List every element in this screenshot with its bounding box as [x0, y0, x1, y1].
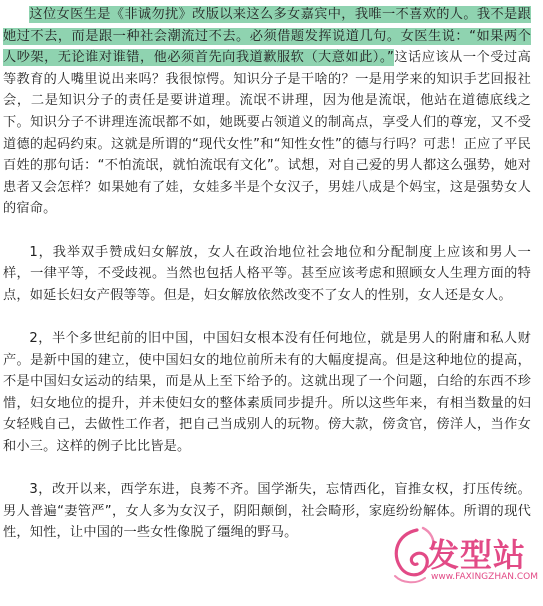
watermark-url: www.FAXINGZHAN.COM [431, 572, 538, 582]
site-watermark [387, 522, 537, 596]
paragraph-intro [3, 4, 531, 220]
paragraph-point-1: 1，我举双手赞成妇女解放，女人在政治地位社会地位和分配制度上应该和男人一样，一律平等，不受歧视。当然也包括人格平等。甚至应该考虑和照顾女人生理方面的特点，如延长妇女产假等等。但是，妇女解放依然改变不了女人的性别，女人还是女人。 [3, 244, 531, 303]
watermark-brand: 发型站 [427, 536, 527, 574]
paragraph-intro-text: 这话应该从一个受过高等教育的人嘴里说出来吗？我很惊愕。知识分子是干啥的？一是用学来的知识手艺回报社会，二是知识分子的责任是要讲道理。流氓不讲理，因为他是流氓，他站在道德底线之下。知识分子不讲理连流氓都不如，她既要占领道义的制高点，享受人们的尊宠，又不受道德的起码约束。这就是所谓的“现代女性”和“知性女性”的德与行吗？可悲！正应了平民百姓的那句话：“不怕流氓，就怕流氓有文化”。试想，对自己爱的男人都这么强势，她对患者又会怎样？如果她有了娃，女娃多半是个女汉子，男娃八成是个妈宝，这是强势女人的宿命。 [3, 50, 531, 217]
article-body [3, 4, 531, 544]
highlighted-quote: 这位女医生是《非诚勿扰》改版以来这么多女嘉宾中，我唯一不喜欢的人。我不是跟她过不去，而是跟一种社会潮流过不去。必须借题发挥说道几句。女医生说：“如果两个人吵架，无论谁对谁错，他必须首先向我道歉服软（大意如此）。” [3, 7, 531, 66]
paragraph-point-3: 3，改开以来，西学东进，良莠不齐。国学渐失，忘情西化，盲推女权，打压传统。男人普遍“妻管严”，女人多为女汉子，阴阳颠倒，社会畸形，家庭纷纷解体。所谓的现代性，知性，让中国的一些女性像脱了缰绳的野马。 [3, 482, 531, 541]
paragraph-point-2: 2，半个多世纪前的旧中国，中国妇女根本没有任何地位，就是男人的附庸和私人财产。是新中国的建立，使中国妇女的地位前所未有的大幅度提高。但是这种地位的提高，不是中国妇女运动的结果，而是从上至下给予的。这就出现了一个问题，白给的东西不珍惜，妇女地位的提升，并未使妇女的整体素质同步提升。所以这些年来，有相当数量的妇女轻贱自己，去做性工作者，把自己当成别人的玩物。傍大款，傍贪官，傍洋人，当作女和小三。这样的例子比比皆是。 [3, 330, 531, 454]
